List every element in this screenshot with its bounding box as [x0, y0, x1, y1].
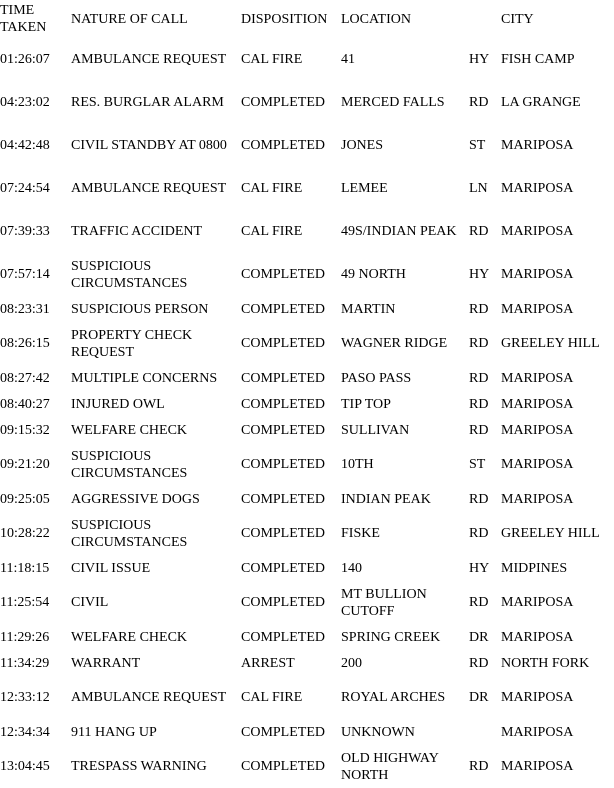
disposition-cell: CAL FIRE: [241, 690, 303, 705]
time-cell: 09:15:32: [0, 422, 50, 438]
city-cell: MARIPOSA: [501, 370, 574, 386]
table-row: [0, 38, 612, 81]
disposition-cell: COMPLETED: [241, 595, 325, 610]
time-cell: 11:29:26: [0, 629, 50, 645]
location-cell: ROYAL ARCHES: [341, 690, 446, 705]
street-suffix-cell: ST: [469, 138, 486, 153]
disposition-cell: COMPLETED: [241, 301, 325, 317]
city-header: CITY: [501, 11, 534, 27]
table-row: [0, 624, 612, 650]
time-cell: 09:21:20: [0, 457, 50, 472]
city-cell: MARIPOSA: [501, 422, 574, 438]
table-row: [0, 253, 612, 296]
suffix-header: [469, 0, 501, 38]
city-cell: MARIPOSA: [501, 224, 574, 239]
location-cell: LEMEE: [341, 181, 388, 196]
nature-of-call-cell: AMBULANCE REQUEST: [71, 690, 227, 705]
disposition-cell: CAL FIRE: [241, 52, 303, 67]
nature-of-call-cell: AMBULANCE REQUEST: [71, 52, 227, 67]
table-row: [0, 443, 612, 486]
city-cell: GREELEY HILL: [501, 336, 600, 351]
city-cell: MARIPOSA: [501, 724, 574, 740]
disposition-cell: CAL FIRE: [241, 181, 303, 196]
table-row: [0, 581, 612, 624]
city-cell: GREELEY HILL: [501, 526, 600, 541]
location-cell: SPRING CREEK: [341, 629, 441, 645]
city-cell: MARIPOSA: [501, 181, 574, 196]
nature-of-call-cell: 911 HANG UP: [71, 724, 157, 740]
table-row: [0, 322, 612, 365]
street-suffix-cell: DR: [469, 690, 489, 705]
street-suffix-cell: RD: [469, 422, 489, 438]
location-cell: FISKE: [341, 526, 380, 541]
disposition-cell: COMPLETED: [241, 526, 325, 541]
city-cell: MARIPOSA: [501, 301, 574, 317]
nature-of-call-cell: AMBULANCE REQUEST: [71, 181, 227, 196]
street-suffix-cell: HY: [469, 52, 490, 67]
table-row: [0, 417, 612, 443]
table-row: [0, 555, 612, 581]
street-suffix-cell: RD: [469, 224, 489, 239]
location-header: LOCATION: [341, 11, 411, 27]
location-cell: PASO PASS: [341, 370, 412, 386]
street-suffix-cell: HY: [469, 267, 490, 282]
city-cell: MARIPOSA: [501, 267, 574, 282]
nature-of-call-cell: WELFARE CHECK: [71, 422, 188, 438]
location-cell: 49 NORTH: [341, 267, 406, 282]
time-cell: 01:26:07: [0, 52, 50, 67]
time-cell: 08:26:15: [0, 336, 50, 351]
location-cell: JONES: [341, 138, 384, 153]
disposition-cell: COMPLETED: [241, 724, 325, 740]
location-cell: MERCED FALLS: [341, 95, 445, 110]
city-cell: NORTH FORK: [501, 655, 590, 671]
time-cell: 10:28:22: [0, 526, 50, 541]
nature-of-call-cell: MULTIPLE CONCERNS: [71, 370, 218, 386]
disposition-cell: COMPLETED: [241, 629, 325, 645]
table-row: [0, 391, 612, 417]
time-header-line2: TAKEN: [0, 20, 47, 35]
time-cell: 09:25:05: [0, 491, 50, 507]
table-row: [0, 676, 612, 719]
location-cell: 49S/INDIAN PEAK: [341, 224, 457, 239]
city-cell: MARIPOSA: [501, 457, 574, 472]
location-cell: MT BULLION CUTOFF: [341, 586, 427, 619]
nature-of-call-cell: RES. BURGLAR ALARM: [71, 95, 224, 110]
nature-of-call-cell: INJURED OWL: [71, 396, 165, 412]
time-cell: 04:23:02: [0, 95, 50, 110]
nature-of-call-cell: SUSPICIOUS CIRCUMSTANCES: [71, 517, 188, 550]
time-cell: 12:33:12: [0, 690, 50, 705]
location-cell: WAGNER RIDGE: [341, 336, 448, 351]
time-cell: 13:04:45: [0, 759, 50, 774]
city-cell: MARIPOSA: [501, 138, 574, 153]
city-cell: LA GRANGE: [501, 95, 581, 110]
disposition-cell: COMPLETED: [241, 336, 325, 351]
disposition-cell: ARREST: [241, 655, 295, 671]
location-cell: 140: [341, 560, 362, 576]
nature-of-call-cell: SUSPICIOUS CIRCUMSTANCES: [71, 258, 188, 291]
nature-of-call-cell: WELFARE CHECK: [71, 629, 188, 645]
location-cell: OLD HIGHWAY NORTH: [341, 750, 439, 783]
street-suffix-cell: RD: [469, 336, 489, 351]
nature-of-call-cell: SUSPICIOUS PERSON: [71, 301, 209, 317]
nature-of-call-cell: CIVIL ISSUE: [71, 560, 151, 576]
time-cell: 11:18:15: [0, 560, 50, 576]
disposition-cell: CAL FIRE: [241, 224, 303, 239]
street-suffix-cell: RD: [469, 301, 489, 317]
disposition-cell: COMPLETED: [241, 95, 325, 110]
disposition-cell: COMPLETED: [241, 491, 325, 507]
nature-of-call-cell: PROPERTY CHECK REQUEST: [71, 327, 193, 360]
table-row: [0, 650, 612, 676]
location-cell: MARTIN: [341, 301, 396, 317]
nature-of-call-cell: CIVIL: [71, 595, 109, 610]
disposition-cell: COMPLETED: [241, 396, 325, 412]
street-suffix-cell: [469, 719, 501, 745]
street-suffix-cell: RD: [469, 655, 489, 671]
street-suffix-cell: RD: [469, 595, 489, 610]
nature-of-call-cell: WARRANT: [71, 655, 141, 671]
time-cell: 11:34:29: [0, 655, 50, 671]
disposition-header: DISPOSITION: [241, 11, 328, 27]
location-cell: 41: [341, 52, 355, 67]
street-suffix-cell: DR: [469, 629, 489, 645]
time-cell: 04:42:48: [0, 138, 50, 153]
time-cell: 07:24:54: [0, 181, 50, 196]
nature-of-call-cell: TRAFFIC ACCIDENT: [71, 224, 203, 239]
nature-of-call-cell: TRESPASS WARNING: [71, 759, 207, 774]
time-cell: 08:27:42: [0, 370, 50, 386]
city-cell: FISH CAMP: [501, 52, 575, 67]
call-log-body: [0, 38, 612, 788]
disposition-cell: COMPLETED: [241, 560, 325, 576]
location-cell: 10TH: [341, 457, 374, 472]
time-cell: 08:40:27: [0, 396, 50, 412]
location-cell: INDIAN PEAK: [341, 491, 431, 507]
time-cell: 11:25:54: [0, 595, 50, 610]
location-cell: 200: [341, 655, 362, 671]
table-row: [0, 512, 612, 555]
time-taken-header: [0, 0, 71, 38]
city-cell: MARIPOSA: [501, 491, 574, 507]
table-row: [0, 124, 612, 167]
table-row: [0, 745, 612, 788]
disposition-cell: COMPLETED: [241, 267, 325, 282]
city-cell: MARIPOSA: [501, 629, 574, 645]
time-header-line1: TIME: [0, 3, 35, 18]
disposition-cell: COMPLETED: [241, 138, 325, 153]
street-suffix-cell: ST: [469, 457, 486, 472]
street-suffix-cell: HY: [469, 560, 490, 576]
city-cell: MARIPOSA: [501, 759, 574, 774]
table-row: [0, 296, 612, 322]
location-cell: UNKNOWN: [341, 724, 415, 740]
location-cell: TIP TOP: [341, 396, 391, 412]
nature-of-call-header: NATURE OF CALL: [71, 11, 188, 27]
table-row: [0, 81, 612, 124]
disposition-cell: COMPLETED: [241, 457, 325, 472]
disposition-cell: COMPLETED: [241, 759, 325, 774]
city-cell: MARIPOSA: [501, 690, 574, 705]
nature-of-call-cell: CIVIL STANDBY AT 0800: [71, 138, 227, 153]
table-row: [0, 719, 612, 745]
city-cell: MARIPOSA: [501, 396, 574, 412]
street-suffix-cell: RD: [469, 526, 489, 541]
nature-of-call-cell: SUSPICIOUS CIRCUMSTANCES: [71, 448, 188, 481]
nature-of-call-cell: AGGRESSIVE DOGS: [71, 491, 200, 507]
street-suffix-cell: LN: [469, 181, 488, 196]
street-suffix-cell: RD: [469, 491, 489, 507]
location-cell: SULLIVAN: [341, 422, 410, 438]
table-row: [0, 365, 612, 391]
time-cell: 07:39:33: [0, 224, 50, 239]
city-cell: MIDPINES: [501, 560, 568, 576]
table-row: [0, 486, 612, 512]
street-suffix-cell: RD: [469, 396, 489, 412]
time-cell: 07:57:14: [0, 267, 50, 282]
disposition-cell: COMPLETED: [241, 422, 325, 438]
time-cell: 08:23:31: [0, 301, 50, 317]
header-row: [0, 0, 612, 38]
street-suffix-cell: RD: [469, 759, 489, 774]
street-suffix-cell: RD: [469, 95, 489, 110]
time-cell: 12:34:34: [0, 724, 50, 740]
street-suffix-cell: RD: [469, 370, 489, 386]
city-cell: MARIPOSA: [501, 595, 574, 610]
table-row: [0, 167, 612, 210]
table-row: [0, 210, 612, 253]
disposition-cell: COMPLETED: [241, 370, 325, 386]
